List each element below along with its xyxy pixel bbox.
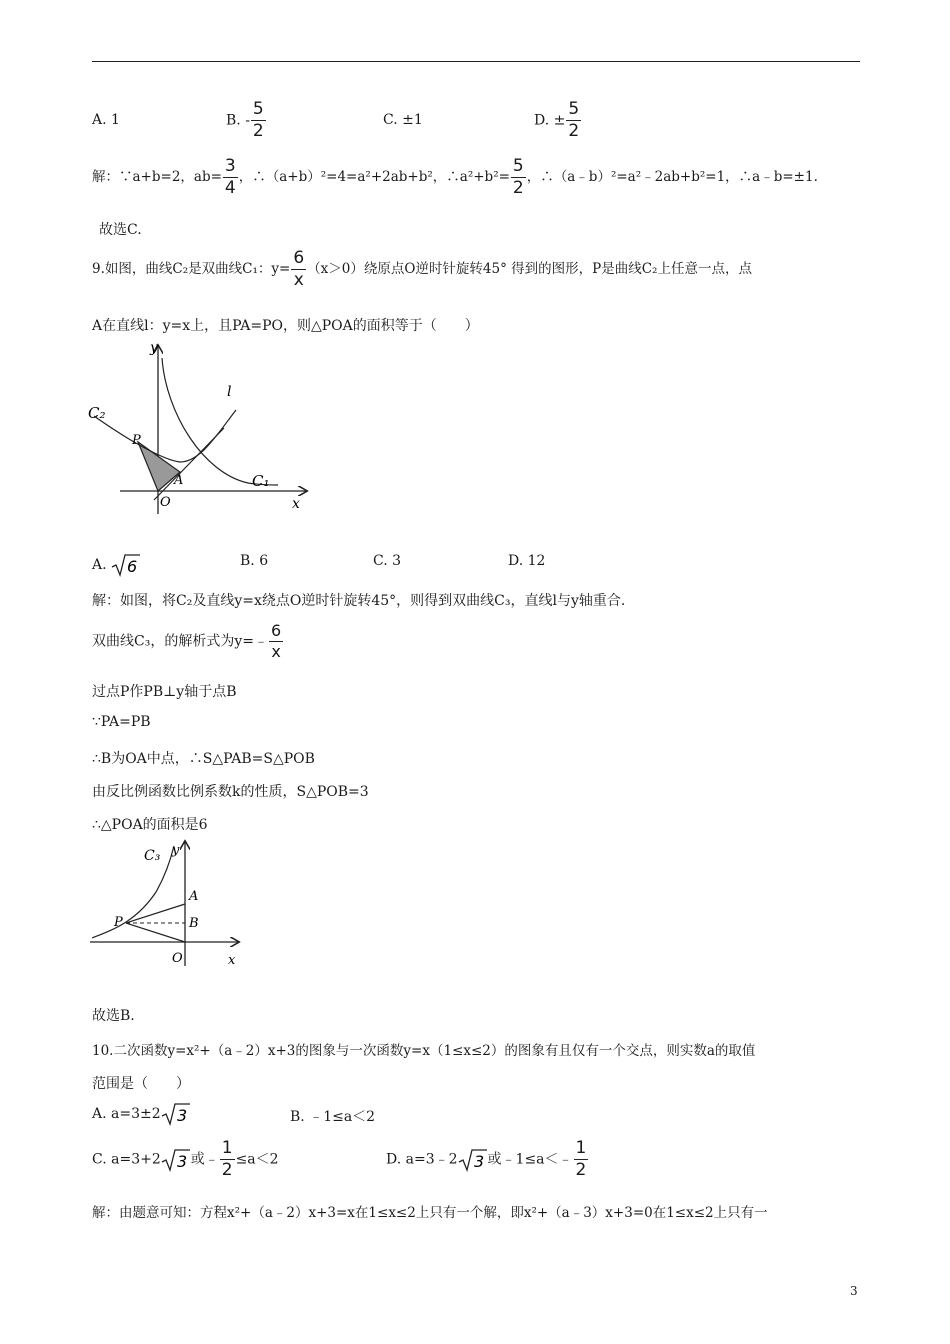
fraction: $\frac{5}{2}$ (568, 99, 580, 141)
q9-solution-line5: ∴B为OA中点，∴S△PAB=S△POB (92, 751, 315, 767)
q9-solution-line1: 解：如图，将C₂及直线y=x绕点O逆时针旋转45°，则得到双曲线C₃，直线l与y轴重合. (92, 593, 626, 609)
label-o: O (172, 951, 183, 966)
radicand: 3 (176, 1151, 187, 1171)
label-p: P (114, 915, 123, 930)
q9-solution-line3: 过点P作PB⊥y轴于点B (92, 684, 237, 700)
curve-c1 (162, 358, 278, 485)
q9-stem-line2: A在直线l：y=x上，且PA=PO，则△POA的面积等于（ ） (92, 318, 479, 334)
label-x: x (292, 496, 300, 512)
q10-stem-line2: 范围是（ ） (92, 1076, 190, 1092)
q10-stem: 10.二次函数y=x²+（a﹣2）x+3的图象与一次函数y=x（1≤x≤2）的图象有且仅有一个交点，则实数a的取值 (92, 1043, 756, 1059)
fraction: $\frac{6}{x}$ (270, 621, 282, 661)
fraction: $\frac{6}{x}$ (293, 248, 305, 290)
radicand: 3 (473, 1151, 484, 1171)
q9-answer: 故选B. (92, 1008, 135, 1024)
q8-answer: 故选C. (99, 222, 142, 238)
q9-option-d: D. 12 (508, 553, 546, 569)
label-b: B (189, 916, 199, 931)
q9-figure-graph (88, 338, 316, 518)
q8-option-a: A. 1 (92, 112, 120, 128)
q10-solution: 解：由题意可知：方程x²+（a﹣2）x+3=x在1≤x≤2上只有一个解，即x²+（a﹣3）x+3=0在1≤x≤2上只有一 (92, 1205, 768, 1221)
q8-option-d: D. ± $\frac{5}{2}$ (534, 99, 580, 141)
label-l: l (227, 384, 232, 400)
curve-c3 (92, 846, 174, 938)
fraction: $\frac{1}{2}$ (221, 1138, 233, 1180)
sqrt-icon (111, 553, 141, 577)
label-c1: C₁ (252, 472, 270, 490)
segment-po (126, 923, 185, 942)
q8-solution: 解：∵a+b=2，ab= $\frac{3}{4}$ ，∴（a+b）²=4=a²+2ab+b²，∴a²+b²= $\frac{5}{2}$ ，∴（a﹣b）²=a²﹣2ab+b²=1，∴a﹣b=±1. (92, 156, 818, 198)
q9-solution-line7: ∴△POA的面积是6 (92, 817, 208, 833)
q9-option-b: B. 6 (240, 553, 269, 569)
q9-figure-solution (88, 838, 248, 970)
label-c2: C₂ (88, 404, 106, 422)
fraction: $\frac{1}{2}$ (575, 1138, 587, 1180)
q9-option-a: A. 6 (92, 553, 141, 577)
label-o: O (160, 495, 171, 510)
sqrt-icon (458, 1148, 488, 1172)
q10-option-a: A. a=3±2 3 (92, 1102, 191, 1126)
label-x: x (228, 953, 236, 968)
label-y: y (150, 340, 158, 356)
header-rule (92, 61, 860, 62)
segment-pa (126, 904, 185, 923)
q8-option-b: B. - $\frac{5}{2}$ (226, 99, 264, 141)
label-y: y (172, 843, 180, 858)
radicand: 6 (127, 557, 138, 576)
label-c3: C₃ (144, 848, 161, 864)
q10-option-b: B. ﹣1≤a＜2 (290, 1109, 376, 1125)
curve-c2 (94, 410, 236, 462)
label-a: A (174, 473, 184, 488)
q9-solution-line6: 由反比例函数比例系数k的性质，S△POB=3 (92, 784, 369, 800)
fraction: $\frac{5}{2}$ (512, 156, 524, 198)
label-a: A (189, 889, 199, 904)
sqrt-icon (161, 1148, 191, 1172)
fraction: $\frac{3}{4}$ (224, 156, 236, 198)
q9-option-c: C. 3 (373, 553, 402, 569)
q9-solution-line4: ∵PA=PB (92, 714, 151, 730)
q8-option-c: C. ±1 (383, 112, 423, 128)
sqrt-icon (161, 1102, 191, 1126)
fraction: $\frac{5}{2}$ (252, 99, 264, 141)
q10-option-d: D. a=3﹣2 3 或﹣1≤a＜﹣ $\frac{1}{2}$ (386, 1138, 587, 1180)
label-p: P (132, 433, 141, 448)
radicand: 3 (176, 1106, 187, 1125)
page-number: 3 (850, 1284, 858, 1298)
q10-option-c: C. a=3+2 3 或﹣ $\frac{1}{2}$ ≤a＜2 (92, 1138, 279, 1180)
q9-stem: 9.如图，曲线C₂是双曲线C₁：y= $\frac{6}{x}$ （x＞0）绕原点O逆时针旋转45° 得到的图形，P是曲线C₂上任意一点，点 (92, 248, 752, 290)
q9-solution-line2: 双曲线C₃，的解析式为y=﹣ $\frac{6}{x}$ (92, 621, 282, 661)
